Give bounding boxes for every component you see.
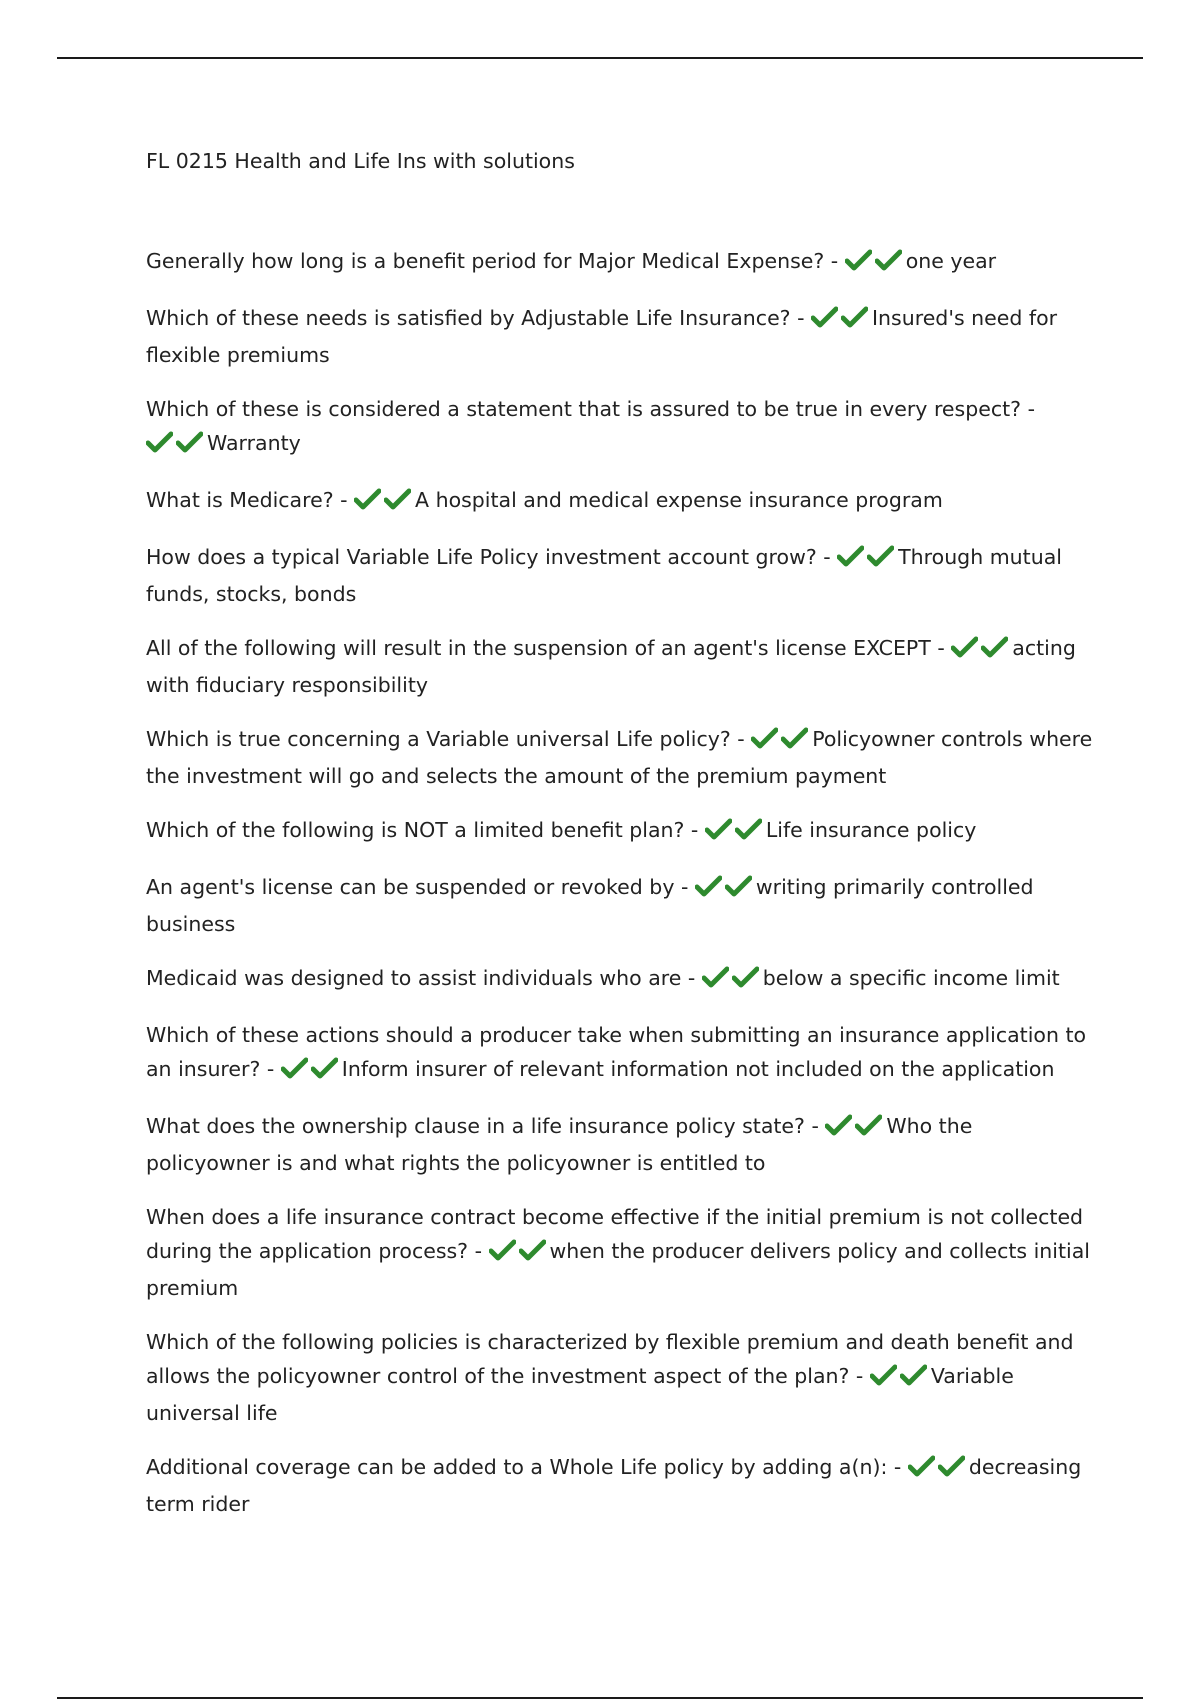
separator: - [804, 1114, 826, 1138]
separator: - [1021, 397, 1035, 421]
checkmark-icon [281, 1057, 308, 1079]
separator: - [260, 1057, 281, 1081]
checkmark-icon [146, 431, 173, 453]
answer-marker [489, 1237, 549, 1271]
separator: - [849, 1364, 870, 1388]
qa-item [146, 483, 1096, 520]
checkmark-icon [938, 1455, 965, 1477]
separator: - [684, 818, 705, 842]
qa-item [146, 813, 1096, 850]
answer-marker [695, 873, 755, 907]
separator: - [333, 488, 355, 512]
checkmark-icon [837, 545, 864, 567]
answer-marker [825, 1112, 885, 1146]
checkmark-icon [702, 966, 729, 988]
checkmark-icon [981, 636, 1008, 658]
qa-list [146, 244, 1096, 1521]
checkmark-icon [725, 875, 752, 897]
checkmark-icon [176, 431, 203, 453]
checkmark-icon [781, 727, 808, 749]
answer-text: below a specific income limit [762, 966, 1060, 990]
qa-item [146, 1450, 1096, 1521]
answer-marker [837, 543, 897, 577]
qa-item [146, 961, 1096, 998]
question-text: Medicaid was designed to assist individuals who are [146, 966, 682, 990]
question-text: Additional coverage can be added to a Whole Life policy by adding a(n): [146, 1455, 888, 1479]
checkmark-icon [751, 727, 778, 749]
checkmark-icon [841, 306, 868, 328]
checkmark-icon [867, 545, 894, 567]
answer-text: Insured's need for flexible premiums [146, 306, 1058, 367]
answer-text: Through mutual funds, stocks, bonds [146, 545, 1062, 606]
answer-marker [908, 1453, 968, 1487]
checkmark-icon [908, 1455, 935, 1477]
separator: - [930, 636, 952, 660]
question-text: Which of these needs is satisfied by Adjustable Life Insurance? [146, 306, 791, 330]
checkmark-icon [489, 1239, 516, 1261]
checkmark-icon [705, 818, 732, 840]
question-text: When does a life insurance contract become effective if the initial premium is not collected during the application process? [146, 1205, 1084, 1263]
answer-text: Life insurance policy [765, 818, 977, 842]
qa-item [146, 392, 1096, 463]
checkmark-icon [384, 488, 411, 510]
document-body [146, 144, 1096, 1541]
checkmark-icon [870, 1364, 897, 1386]
qa-item [146, 1018, 1096, 1089]
separator: - [887, 1455, 908, 1479]
question-text: How does a typical Variable Life Policy investment account grow? [146, 545, 817, 569]
qa-item [146, 540, 1096, 611]
checkmark-icon [845, 249, 872, 271]
answer-text: Warranty [207, 431, 301, 455]
answer-text: Inform insurer of relevant information not included on the application [341, 1057, 1055, 1081]
separator: - [674, 875, 695, 899]
answer-text: writing primarily controlled business [146, 875, 1034, 936]
qa-item [146, 1200, 1096, 1305]
separator: - [730, 727, 752, 751]
separator: - [790, 306, 811, 330]
answer-marker [951, 634, 1011, 668]
answer-text: acting with fiduciary responsibility [146, 636, 1076, 697]
answer-marker [146, 429, 206, 463]
answer-marker [811, 304, 871, 338]
answer-text: decreasing term rider [146, 1455, 1082, 1516]
checkmark-icon [825, 1114, 852, 1136]
answer-text: when the producer delivers policy and collects initial premium [146, 1239, 1090, 1300]
question-text: What does the ownership clause in a life insurance policy state? [146, 1114, 805, 1138]
question-text: Which is true concerning a Variable universal Life policy? [146, 727, 731, 751]
bottom-rule [57, 1697, 1143, 1699]
answer-marker [705, 816, 765, 850]
question-text: Which of these actions should a producer take when submitting an insurance application to an insurer? [146, 1023, 1087, 1081]
question-text: Which of these is considered a statement that is assured to be true in every respect? [146, 397, 1022, 421]
checkmark-icon [951, 636, 978, 658]
checkmark-icon [519, 1239, 546, 1261]
qa-item [146, 722, 1096, 793]
qa-item [146, 1325, 1096, 1430]
answer-marker [845, 247, 905, 281]
answer-text: one year [905, 249, 997, 273]
answer-text: A hospital and medical expense insurance program [415, 488, 943, 512]
checkmark-icon [695, 875, 722, 897]
question-text: All of the following will result in the suspension of an agent's license EXCEPT [146, 636, 931, 660]
answer-text: Who the policyowner is and what rights the policyowner is entitled to [146, 1114, 973, 1175]
answer-marker [702, 964, 762, 998]
separator: - [468, 1239, 489, 1263]
question-text: Which of the following policies is characterized by flexible premium and death benefit and allows the policyowner control of the investment aspect of the plan? [146, 1330, 1074, 1388]
checkmark-icon [732, 966, 759, 988]
answer-text: Variable universal life [146, 1364, 1014, 1425]
answer-marker [281, 1055, 341, 1089]
checkmark-icon [735, 818, 762, 840]
top-rule [57, 57, 1143, 59]
separator: - [681, 966, 702, 990]
checkmark-icon [311, 1057, 338, 1079]
checkmark-icon [811, 306, 838, 328]
separator: - [824, 249, 845, 273]
answer-marker [870, 1362, 930, 1396]
document-title: FL 0215 Health and Life Ins with solutions [146, 149, 575, 173]
checkmark-icon [900, 1364, 927, 1386]
answer-text: Policyowner controls where the investment will go and selects the amount of the premium payment [146, 727, 1093, 788]
checkmark-icon [855, 1114, 882, 1136]
separator: - [816, 545, 838, 569]
answer-marker [354, 486, 414, 520]
qa-item [146, 631, 1096, 702]
checkmark-icon [875, 249, 902, 271]
question-text: Generally how long is a benefit period for Major Medical Expense? [146, 249, 825, 273]
question-text: An agent's license can be suspended or revoked by [146, 875, 675, 899]
qa-item [146, 244, 1096, 281]
qa-item [146, 301, 1096, 372]
question-text: What is Medicare? [146, 488, 334, 512]
checkmark-icon [354, 488, 381, 510]
answer-marker [751, 725, 811, 759]
qa-item [146, 1109, 1096, 1180]
qa-item [146, 870, 1096, 941]
question-text: Which of the following is NOT a limited benefit plan? [146, 818, 685, 842]
